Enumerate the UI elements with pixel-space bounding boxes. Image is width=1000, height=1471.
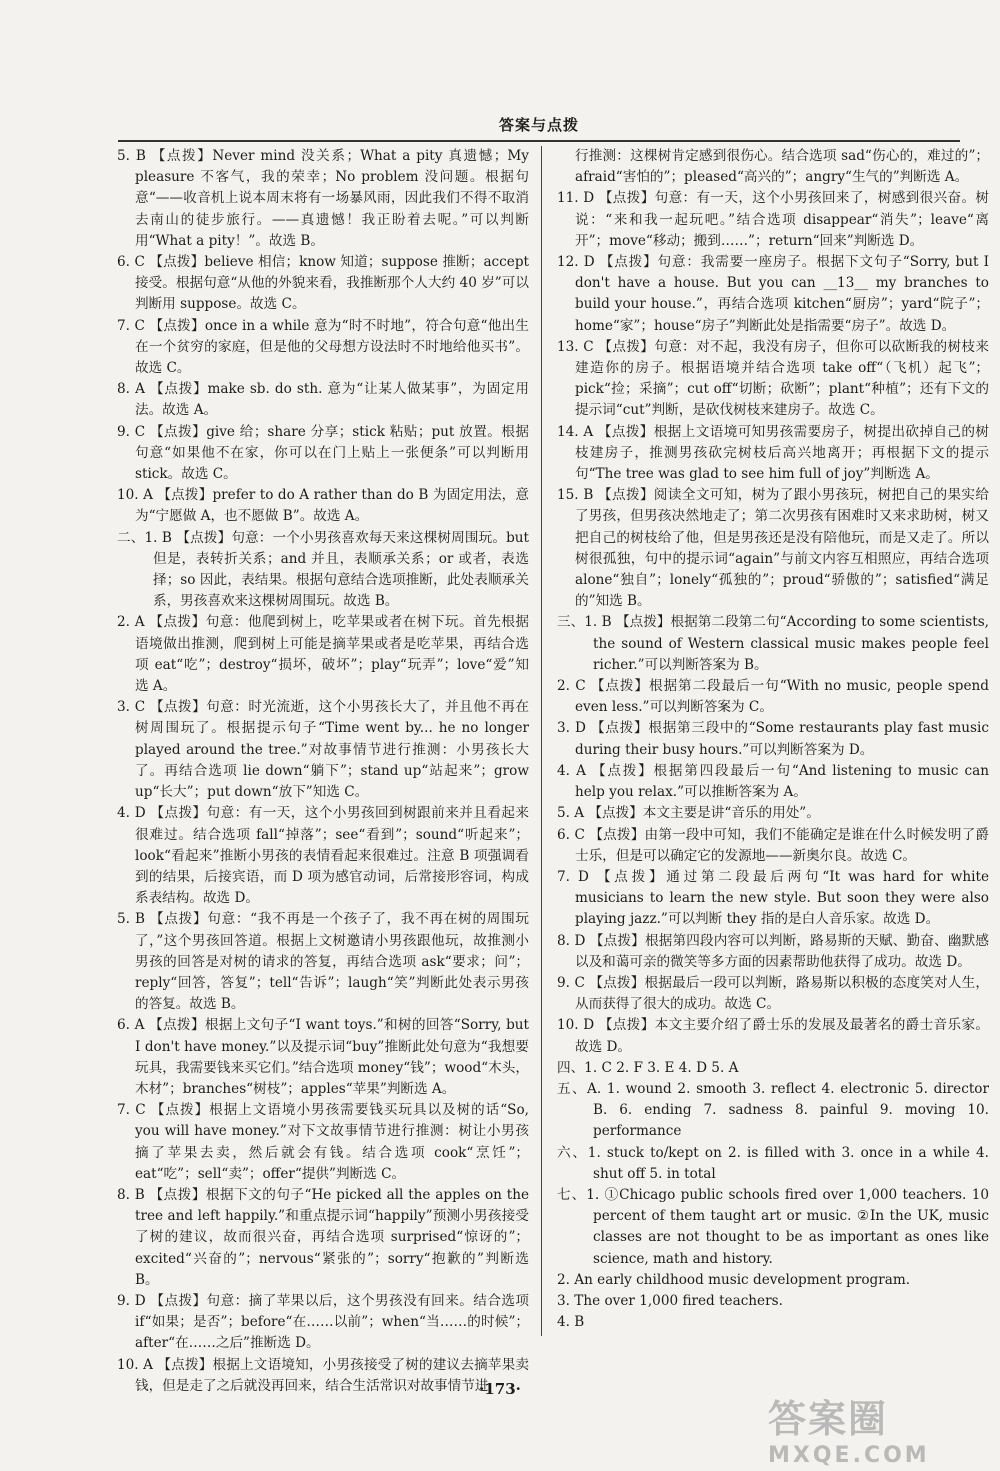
answer-item: 四、1. C 2. F 3. E 4. D 5. A xyxy=(557,1059,739,1076)
watermark xyxy=(768,1388,978,1466)
answer-item: 10. D 【点拨】本文主要介绍了爵士乐的发展及最著名的爵士音乐家。故选 D。 xyxy=(557,1017,989,1055)
answer-item: 8. A 【点拨】make sb. do sth. 意为“让某人做某事”，为固定用法。故选 A。 xyxy=(117,381,529,419)
right-column xyxy=(557,146,989,1333)
answer-item: 10. A 【点拨】根据上文语境知，小男孩接受了树的建议去摘苹果卖钱，但是走了之后就没再回来，结合生活常识对故事情节进 xyxy=(117,1356,529,1394)
answer-item: 2. C 【点拨】根据第二段最后一句“With no music, people spend even less.”可以判断答案为 C。 xyxy=(557,678,989,716)
left-column xyxy=(117,146,529,1397)
watermark-logo: 答案圈 xyxy=(768,1397,889,1441)
header-title: 答案与点拨 xyxy=(498,116,580,134)
answer-item: 5. B 【点拨】句意：“我不再是一个孩子了，我不再在树的周围玩了，”这个男孩回答道。根据上文树邀请小男孩跟他玩，故推测小男孩的回答是对树的请求的答复，再结合选项 ask“要求；问”；reply“回答，答复”；tell“告诉”；laugh“笑”判断此处表示男孩的答复。故选 B。 xyxy=(117,911,529,1013)
answer-item: 7. D 【点拨】通过第二段最后两句“It was hard for white musicians to learn the new style. But soon they were also playing jazz.”可以判断 they 指的是白人音乐家。故选 D。 xyxy=(557,868,989,928)
answer-item: 7. C 【点拨】once in a while 意为“时不时地”，符合句意“他出生在一个贫穷的家庭，但是他的父母想方设法时不时地给他买书”。故选 C。 xyxy=(117,317,529,377)
answer-item: 13. C 【点拨】句意：对不起，我没有房子，但你可以砍断我的树枝来建造你的房子。根据语境并结合选项 take off“（飞机）起飞”；pick“捡；采摘”；cut off“切断；砍断”；plant“种植”；还有下文的提示词“cut”判断，是砍伐树枝来建房子。故选 C。 xyxy=(557,338,989,419)
answer-item: 2. An early childhood music development program. xyxy=(557,1271,911,1288)
answer-item: 9. C 【点拨】give 给；share 分享；stick 粘贴；put 放置。根据句意“如果他不在家，你可以在门上贴上一张便条”可以判断用 stick。故选 C。 xyxy=(117,423,529,483)
answer-item: 六、1. stuck to/kept on 2. is filled with 3. once in a while 4. shut off 5. in total xyxy=(557,1144,989,1182)
answer-item: 14. A 【点拨】根据上文语境可知男孩需要房子，树提出砍掉自己的树枝建房子，推测男孩砍完树枝后高兴地离开；再根据下文的提示句“The tree was glad to see him full of joy”判断选 A。 xyxy=(557,423,989,483)
watermark-url: MXQE.COM xyxy=(768,1443,930,1468)
answer-item: 6. C 【点拨】believe 相信；know 知道；suppose 推断；accept 接受。根据句意“从他的外貌来看，我推断那个人大约 40 岁”可以判断用 suppose。故选 C。 xyxy=(117,254,529,313)
answer-item: 行推测：这棵树肯定感到很伤心。结合选项 sad“伤心的，难过的”；afraid“害怕的”；pleased“高兴的”；angry“生气的”判断选 A。 xyxy=(575,148,989,186)
answer-item: 9. D 【点拨】句意：摘了苹果以后，这个男孩没有回来。结合选项 if“如果；是否”；before“在……以前”；when“当……的时候”；after“在……之后”推断选 D。 xyxy=(117,1292,529,1352)
answer-item: 6. A 【点拨】根据上文句子“I want toys.”和树的回答“Sorry, but I don't have money.”以及提示词“buy”推断此处句意为“我想要玩具，我需要钱来买它们。”结合选项 money“钱”；wood“木头，木材”；branches“树枝”；apples“苹果”判断选 A。 xyxy=(117,1017,529,1097)
answer-item: 5. B 【点拨】Never mind 没关系；What a pity 真遗憾；My pleasure 不客气，我的荣幸；No problem 没问题。根据句意“——收音机上说本周末将有一场暴风雨，因此我们不得不取消去南山的徒步旅行。——真遗憾！我正盼着去呢。”可以判断用“What a pity！”。故选 B。 xyxy=(117,148,529,249)
page-number: ·173· xyxy=(479,1380,521,1398)
answer-item: 4. D 【点拨】句意：有一天，这个小男孩回到树跟前来并且看起来很难过。结合选项 fall“掉落”；see“看到”；sound“听起来”；look“看起来”推断小男孩的表情看起来很难过。注意 B 项强调看到的结果，后接宾语，而 D 项为感官动词，后常接形容词，构成系表结构。故选 D。 xyxy=(117,805,529,907)
answer-item: 6. C 【点拨】由第一段中可知，我们不能确定是谁在什么时候发明了爵士乐，但是可以确定它的发源地——新奥尔良。故选 C。 xyxy=(557,826,989,864)
answer-item: 10. A 【点拨】prefer to do A rather than do B 为固定用法，意为“宁愿做 A，也不愿做 B”。故选 A。 xyxy=(117,487,529,525)
answer-item: 9. C 【点拨】根据最后一段可以判断，路易斯以积极的态度笑对人生，从而获得了很大的成功。故选 C。 xyxy=(557,974,989,1013)
answer-item: 4. A 【点拨】根据第四段最后一句“And listening to music can help you relax.”可以推断答案为 A。 xyxy=(557,762,989,801)
answer-item: 3. D 【点拨】根据第三段中的“Some restaurants play fast music during their busy hours.”可以判断答案为 D。 xyxy=(557,720,989,758)
answer-item: 2. A 【点拨】句意：他爬到树上，吃苹果或者在树下玩。首先根据语境做出推测，爬到树上可能是摘苹果或者是吃苹果，再结合选项 eat“吃”；destroy“损坏，破坏”；play“玩弄”；love“爱”知选 A。 xyxy=(117,614,529,695)
answer-item: 七、1. ①Chicago public schools fired over 1,000 teachers. 10 percent of them taught art or music. ②In the UK, music classes are not thought to be as important as ones like science, math and history. xyxy=(557,1186,989,1267)
answer-item: 11. D 【点拨】句意：有一天，这个小男孩回来了，树感到很兴奋。树说：“来和我一起玩吧。”结合选项 disappear“消失”；leave“离开”；move“移动；搬到……”；return“回来”判断选 D。 xyxy=(557,190,989,249)
answer-item: 12. D 【点拨】句意：我需要一座房子。根据下文句子“Sorry, but I don't have a house. But you can __13__ my branches to build your house.”，再结合选项 kitchen“厨房”；yard“院子”；home“家”；house“房子”判断此处是指需要“房子”。故选 D。 xyxy=(557,254,989,334)
answer-item: 二、1. B 【点拨】句意：一个小男孩喜欢每天来这棵树周围玩。but 但是，表转折关系；and 并且，表顺承关系；or 或者，表选择；so 因此，表结果。根据句意结合选项推断，此处表顺承关系，男孩喜欢来这棵树周围玩。故选 B。 xyxy=(117,529,529,610)
answer-item: 15. B 【点拨】阅读全文可知，树为了跟小男孩玩，树把自己的果实给了男孩，但男孩决然地走了；第二次男孩有困难时又来求助树，树又把自己的树枝给了他，但是男孩还是没有陪他玩，而是又走了。所以树很孤独，句中的提示词“again”与前文内容互相照应，再结合选项 alone“独自”；lonely“孤独的”；proud“骄傲的”；satisfied“满足的”知选 B。 xyxy=(557,487,989,610)
column-divider xyxy=(541,146,542,1336)
answer-item: 8. D 【点拨】根据第四段内容可以判断，路易斯的天赋、勤奋、幽默感以及和蔼可亲的微笑等多方面的因素帮助他获得了成功。故选 D。 xyxy=(557,932,989,970)
answer-item: 3. C 【点拨】句意：时光流逝，这个小男孩长大了，并且他不再在树周围玩了。根据提示句子“Time went by... he no longer played around the tree.”对故事情节进行推测：小男孩长大了。再结合选项 lie down“躺下”；stand up“站起来”；grow up“长大”；put down“放下”知选 C。 xyxy=(117,699,529,801)
answer-item: 三、1. B 【点拨】根据第二段第二句“According to some scientists, the sound of Western classical music makes people feel richer.”可以判断答案为 B。 xyxy=(557,614,989,673)
answer-item: 4. B xyxy=(557,1314,585,1331)
page-header xyxy=(118,106,960,142)
answer-item: 3. The over 1,000 fired teachers. xyxy=(557,1292,783,1309)
answer-item: 7. C 【点拨】根据上文语境小男孩需要钱买玩具以及树的话“So, you will have money.”对下文故事情节进行推测：树让小男孩摘了苹果去卖，然后就会有钱。结合选项 cook“烹饪”；eat“吃”；sell“卖”；offer“提供”判断选 C。 xyxy=(117,1102,529,1182)
answer-item: 8. B 【点拨】根据下文的句子“He picked all the apples on the tree and left happily.”和重点提示词“happily”预测小男孩接受了树的建议，故而很兴奋，再结合选项 surprised“惊讶的”；excited“兴奋的”；nervous“紧张的”；sorry“抱歉的”判断选 B。 xyxy=(117,1186,529,1288)
answer-item: 五、A. 1. wound 2. smooth 3. reflect 4. electronic 5. director B. 6. ending 7. sadness 8. painful 9. moving 10. performance xyxy=(557,1080,989,1140)
answer-item: 5. A 【点拨】本文主要是讲“音乐的用处”。 xyxy=(557,805,820,822)
